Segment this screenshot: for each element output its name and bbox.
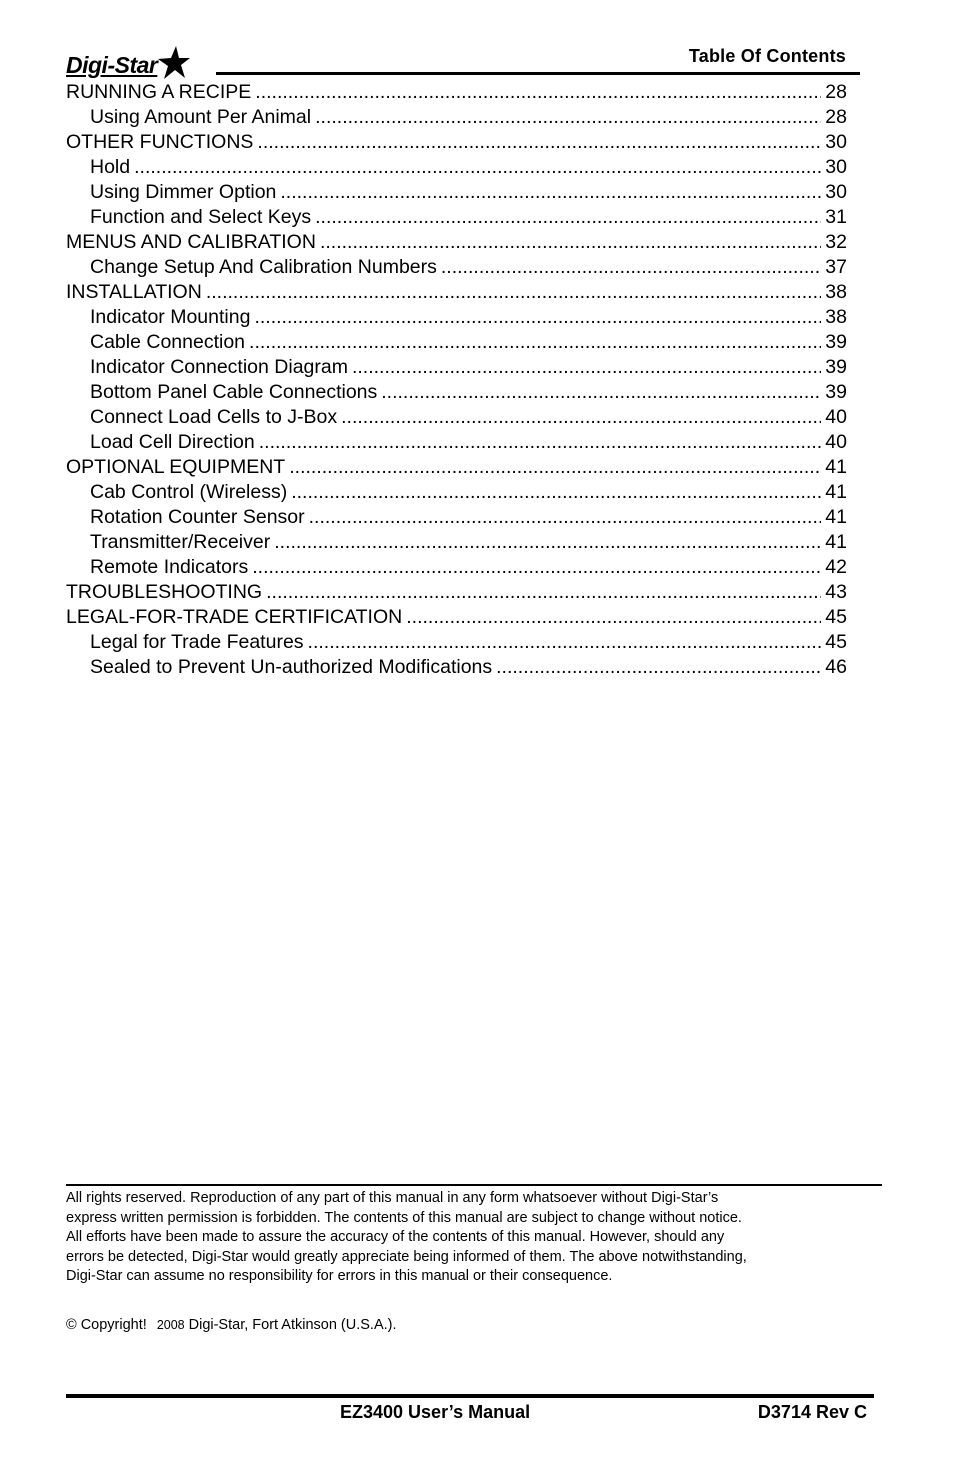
toc-entry-title: Load Cell Direction [90,431,255,453]
toc-dot-leader [315,205,821,230]
toc-entry-title: Cable Connection [90,331,246,353]
toc-entry-title: Using Amount Per Animal [90,106,312,128]
toc-entry[interactable] [66,130,847,155]
toc-entry-title: Connect Load Cells to J-Box [90,406,338,428]
toc-dot-leader [280,180,821,205]
toc-entry-title: MENUS AND CALIBRATION [66,231,316,253]
toc-entry-title: RUNNING A RECIPE [66,81,252,103]
toc-entry-title: Function and Select Keys [90,206,312,228]
toc-entry[interactable] [66,255,847,280]
toc-entry-title: Remote Indicators [90,556,249,578]
logo-text: Digi-Star [66,52,158,78]
toc-entry[interactable] [66,555,847,580]
toc-entry[interactable] [66,355,847,380]
toc-dot-leader [289,455,821,480]
toc-entry-title: Change Setup And Calibration Numbers [90,256,437,278]
notice-line: errors be detected, Digi-Star would greatly appreciate being informed of them. The above notwithstanding, [66,1248,747,1265]
document-number: D3714 Rev C [757,1402,867,1422]
toc-entry-page: 40 [825,431,847,453]
notice-divider [66,1184,882,1186]
toc-entry[interactable] [66,480,847,505]
toc-dot-leader [352,355,821,380]
toc-entry[interactable] [66,380,847,405]
toc-dot-leader [341,405,821,430]
toc-entry-page: 39 [825,381,847,403]
toc-entry-title: Sealed to Prevent Un-authorized Modifications [90,656,493,678]
toc-entry-page: 32 [825,231,847,253]
toc-entry[interactable] [66,455,847,480]
toc-entry-page: 42 [825,556,847,578]
header-rule [216,72,860,75]
notice-line: All efforts have been made to assure the accuracy of the contents of this manual. However, should any [66,1229,725,1245]
notice-line: All rights reserved. Reproduction of any part of this manual in any form whatsoever without Digi-Star’s [66,1190,719,1206]
toc-dot-leader [259,430,822,455]
toc-entry-page: 31 [825,206,847,228]
toc-dot-leader [496,655,821,680]
toc-entry-page: 37 [825,256,847,278]
toc-entry-page: 28 [825,106,847,128]
page-header [66,42,860,78]
toc-entry-title: Rotation Counter Sensor [90,506,305,528]
toc-entry-title: Bottom Panel Cable Connections [90,381,378,403]
toc-entry[interactable] [66,155,847,180]
toc-dot-leader [315,105,821,130]
toc-entry-title: OPTIONAL EQUIPMENT [66,456,286,478]
rights-notice [66,1189,876,1287]
toc-entry[interactable] [66,605,847,630]
toc-entry-page: 41 [825,456,847,478]
toc-entry-page: 43 [825,581,847,603]
toc-entry-page: 28 [825,81,847,103]
toc-entry[interactable] [66,330,847,355]
footer-rule [66,1394,874,1398]
toc-dot-leader [291,480,821,505]
toc-entry-page: 45 [825,631,847,653]
toc-entry-page: 38 [825,281,847,303]
toc-entry[interactable] [66,505,847,530]
digi-star-logo [66,46,190,78]
toc-entry-page: 41 [825,506,847,528]
toc-dot-leader [406,605,821,630]
toc-dot-leader [252,555,821,580]
notice-line: express written permission is forbidden. The contents of this manual are subject to change without notice. [66,1209,742,1226]
toc-entry-title: Indicator Connection Diagram [90,356,348,378]
toc-dot-leader [381,380,821,405]
toc-entry-page: 30 [825,156,847,178]
toc-entry-page: 30 [825,181,847,203]
toc-entry[interactable] [66,580,847,605]
toc-dot-leader [257,130,821,155]
toc-dot-leader [249,330,821,355]
toc-entry-title: Cab Control (Wireless) [90,481,288,503]
toc-entry-page: 46 [825,656,847,678]
toc-entry-page: 41 [825,531,847,553]
toc-entry-title: Using Dimmer Option [90,181,277,203]
toc-entry-title: Legal for Trade Features [90,631,304,653]
manual-name: EZ3400 User’s Manual [340,1402,531,1422]
toc-entry-page: 39 [825,331,847,353]
toc-dot-leader [441,255,821,280]
toc-entry[interactable] [66,430,847,455]
toc-entry[interactable] [66,205,847,230]
toc-entry-page: 38 [825,306,847,328]
toc-dot-leader [134,155,821,180]
copyright-holder: Digi-Star, Fort Atkinson (U.S.A.). [188,1317,397,1333]
toc-entry-title: Indicator Mounting [90,306,251,328]
toc-dot-leader [309,505,822,530]
toc-dot-leader [320,230,821,255]
toc-entry[interactable] [66,280,847,305]
toc-entry[interactable] [66,230,847,255]
toc-entry[interactable] [66,305,847,330]
toc-entry-title: INSTALLATION [66,281,202,303]
star-icon [154,46,190,80]
toc-entry-title: Transmitter/Receiver [90,531,271,553]
table-of-contents [66,80,847,680]
toc-entry[interactable] [66,655,847,680]
toc-dot-leader [308,630,822,655]
copyright-year: 2008 [156,1318,185,1332]
toc-entry[interactable] [66,630,847,655]
toc-dot-leader [254,305,821,330]
copyright-line [66,1316,397,1335]
toc-entry[interactable] [66,405,847,430]
toc-entry-page: 39 [825,356,847,378]
toc-entry-title: Hold [90,156,131,178]
copyright-label: © Copyright! [66,1317,147,1333]
toc-entry[interactable] [66,105,847,130]
toc-entry[interactable] [66,530,847,555]
toc-entry-title: LEGAL-FOR-TRADE CERTIFICATION [66,606,403,628]
toc-dot-leader [266,580,821,605]
toc-entry-title: OTHER FUNCTIONS [66,131,254,153]
toc-dot-leader [274,530,821,555]
section-title: Table Of Contents [688,46,846,66]
toc-entry-page: 40 [825,406,847,428]
toc-dot-leader [206,280,821,305]
toc-entry-title: TROUBLESHOOTING [66,581,263,603]
toc-entry-page: 30 [825,131,847,153]
toc-entry[interactable] [66,80,847,105]
toc-entry[interactable] [66,180,847,205]
toc-dot-leader [255,80,821,105]
toc-entry-page: 45 [825,606,847,628]
toc-entry-page: 41 [825,481,847,503]
notice-line: Digi-Star can assume no responsibility for errors in this manual or their consequence. [66,1268,613,1284]
